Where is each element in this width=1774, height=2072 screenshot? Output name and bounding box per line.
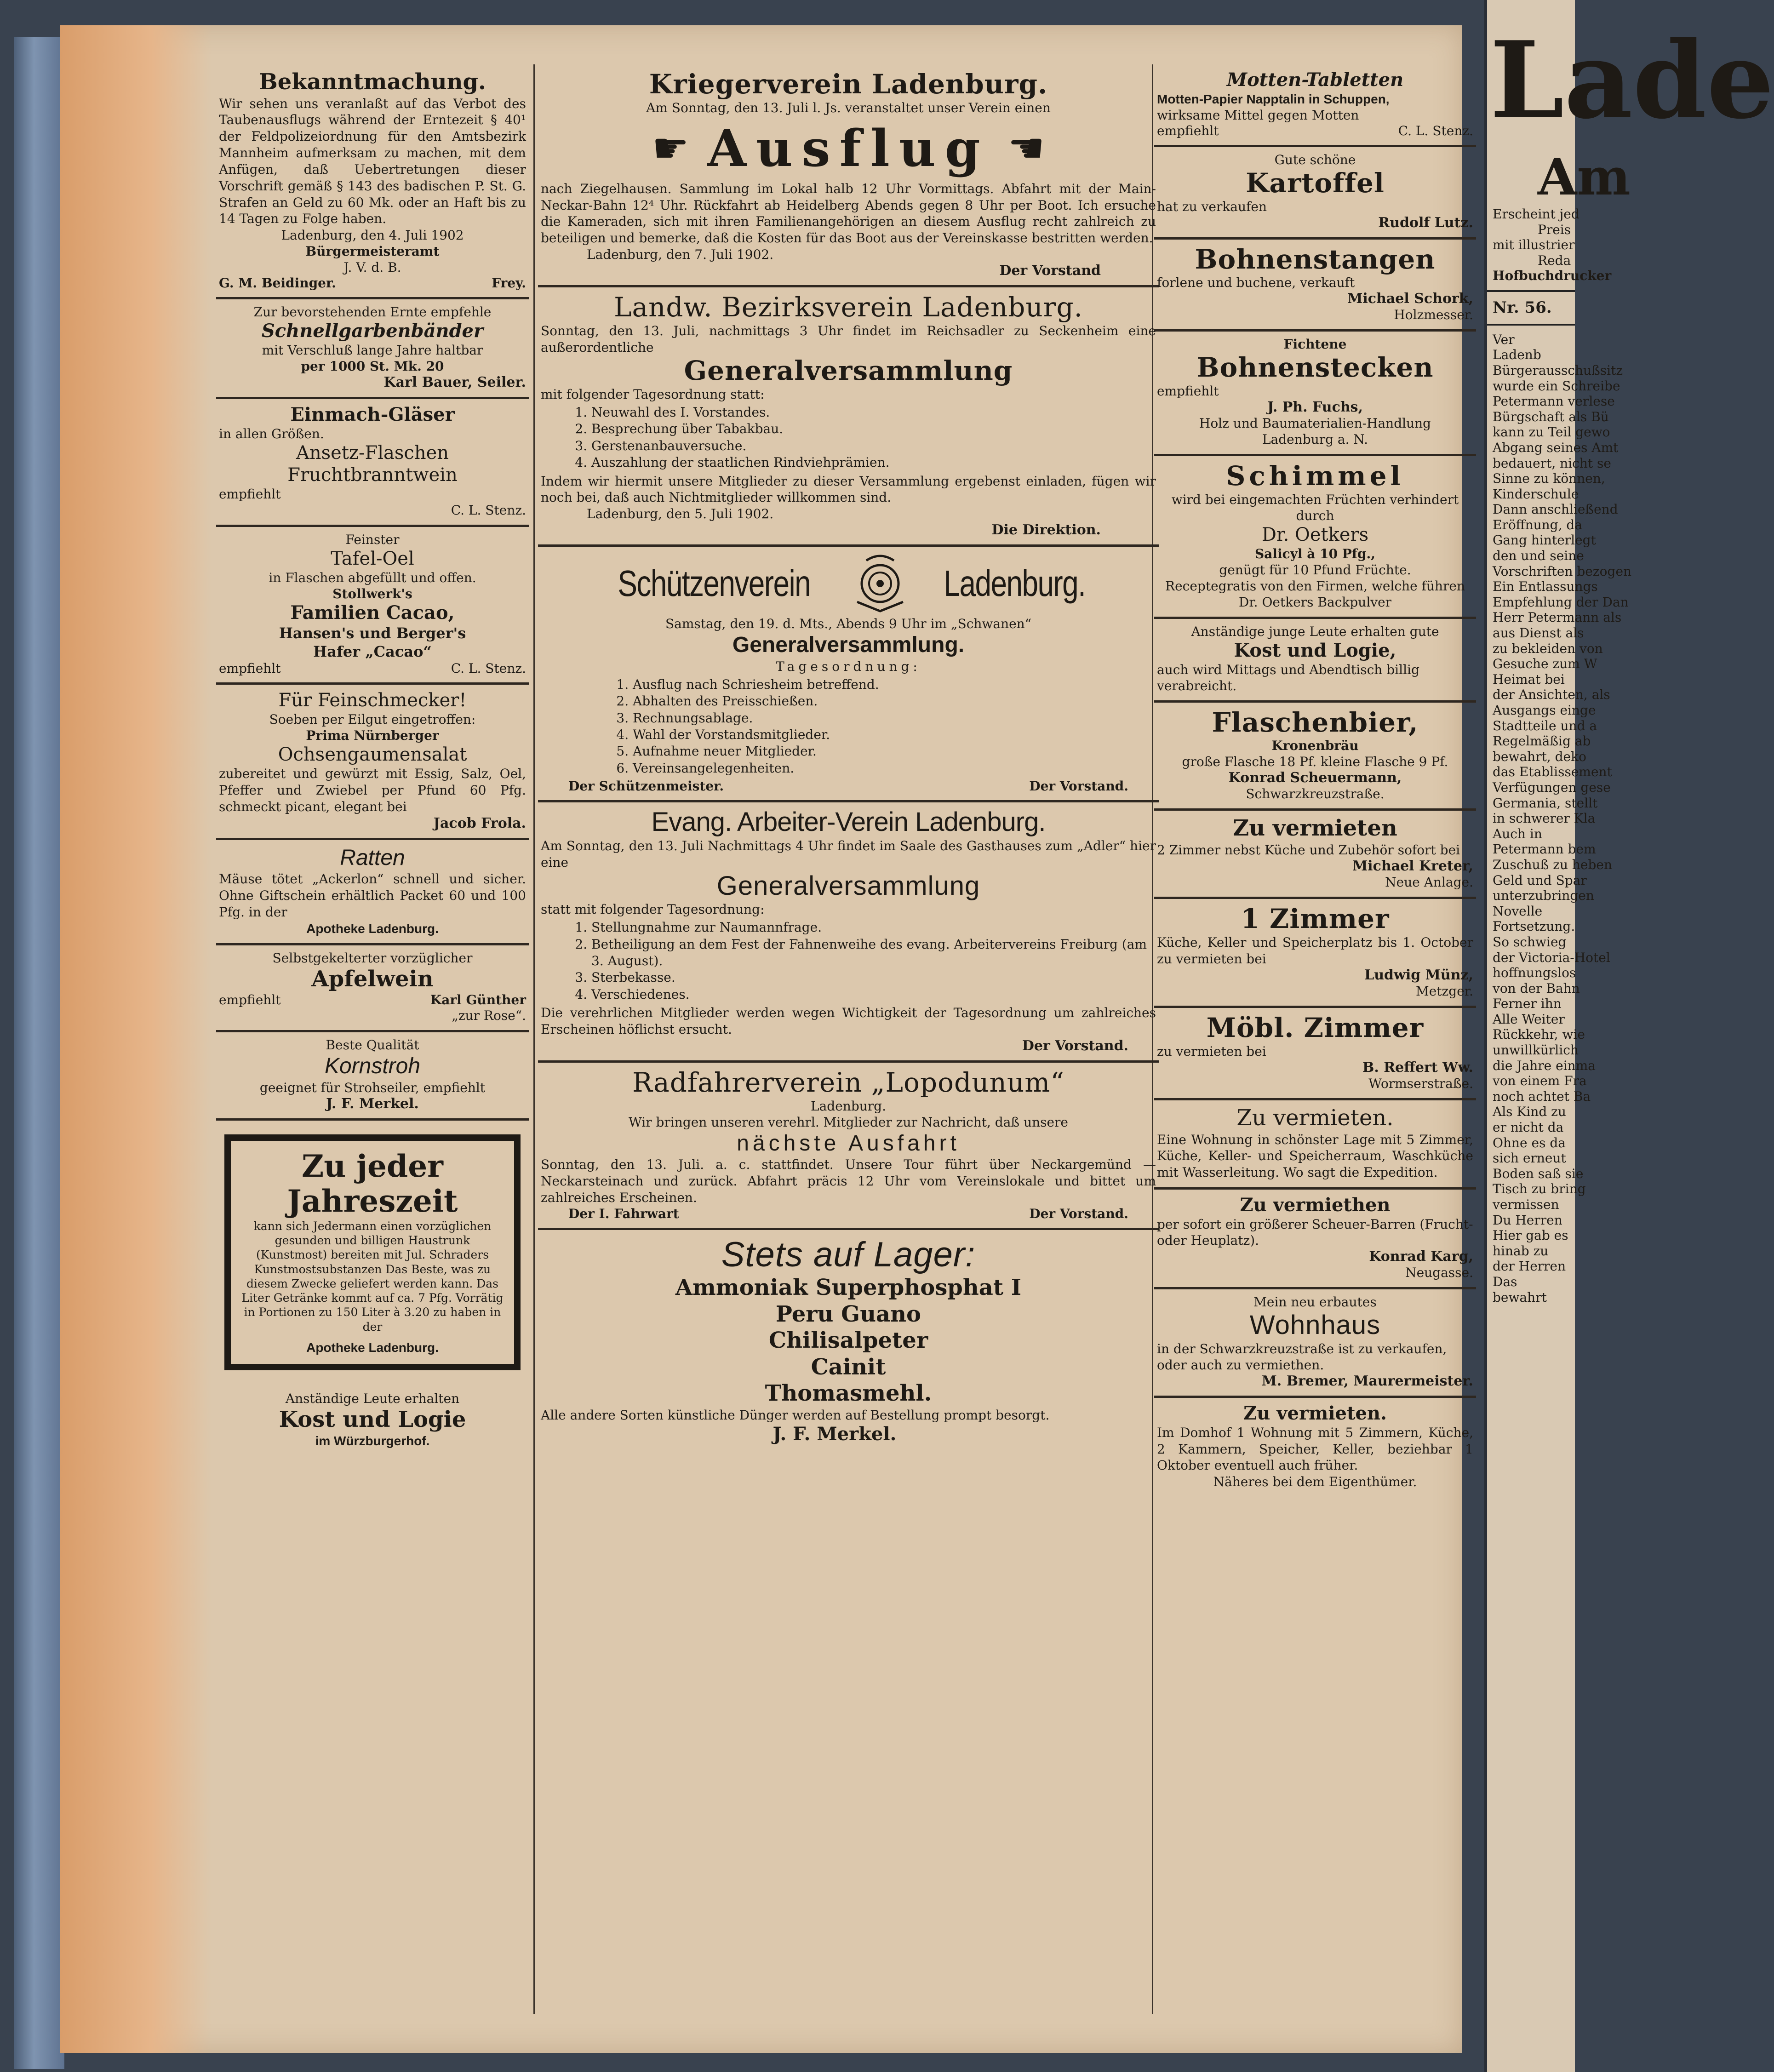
next-page-fragment-line: hoffnungslos [1493,965,1576,981]
next-page-fragment-line: Als Kind zu [1493,1104,1566,1120]
next-page-fragment-line: den und seine [1493,548,1584,564]
ausflug-row [541,119,1156,178]
next-page-fragment-line: Bürgerausschußsitz [1493,362,1623,378]
lager-item: Cainit [811,1354,886,1380]
agenda-item: 5. Aufnahme neuer Mitglieder. [633,743,1156,760]
ad-signature-sub: Neue Anlage. [1385,875,1473,890]
ad-intro: Anständige Leute erhalten [285,1391,460,1406]
next-page-rule [1487,324,1575,326]
ad-signature-sub: Wormserstraße. [1368,1076,1473,1092]
ad-label: empfiehlt [1157,383,1219,399]
ad-kostlogie [216,1386,529,1456]
next-page-fragment-line: unterzubringen [1493,888,1594,904]
ad-date: Ladenburg, den 5. Juli 1902. [587,506,774,522]
ad-title: Kost und Logie [279,1406,466,1432]
ad-label: empfiehlt [219,487,281,502]
ad-moebl [1154,1008,1476,1100]
next-page-fragment-line: Sinne zu können, [1493,471,1605,487]
ad-kost [1154,619,1476,703]
next-page-fragment-line: zu bekleiden von [1493,641,1603,656]
ad-signature-sub: „zur Rose“. [452,1008,526,1024]
ad-vermiethen [1154,1190,1476,1289]
ad-title: Schimmel [1226,460,1404,492]
ad-line: Salicyl à 10 Pfg., [1254,546,1376,561]
next-page-fragment-line: Ferner ihn [1493,996,1562,1012]
ad-title-row [541,551,1156,616]
next-page-fragment-line: Ein Entlassungs [1493,579,1598,595]
ad-signature: C. L. Stenz. [1398,123,1473,138]
next-page-fragment-line: unwillkürlich [1493,1042,1579,1058]
ad-line: auch wird Mittags und Abendtisch billig verabreicht. [1157,662,1419,693]
ad-sub: in allen Größen. [219,426,324,442]
next-page-fragment [1484,0,1774,2072]
ad-kornstroh [216,1032,529,1121]
next-page-fragment-line: der Herren [1493,1259,1566,1274]
ad-title: Kriegerverein Ladenburg. [649,69,1048,100]
ad-line: Am Sonntag, den 13. Juli Nachmittags 4 Uhr findet im Saale des Gasthauses zum „Adler“ hier eine [541,838,1156,870]
ad-title: Kornstroh [324,1054,421,1079]
next-page-fragment-line: Auch in [1493,826,1542,841]
ad-title: Zu vermieten. [1243,1402,1387,1424]
ad-headline: nächste Ausfahrt [737,1131,960,1156]
next-page-fragment-line: Stadtteile und a [1493,718,1597,733]
ad-bohnenstecken [1154,332,1476,456]
next-page-fragment-line: Ohne es da [1493,1135,1566,1150]
ad-line: Dr. Oetkers [1261,524,1369,545]
ad-signature: C. L. Stenz. [451,661,526,676]
ad-signature: Der Vorstand [999,263,1101,279]
agenda-item: 3. Gerstenanbauversuche. [591,438,1156,454]
ad-line: Näheres bei dem Eigenthümer. [1213,1474,1417,1490]
next-page-fragment-line: sich erneut [1493,1150,1566,1166]
next-page-fragment-line: Empfehlung der Dan [1493,594,1629,610]
ad-wohnhaus [1154,1289,1476,1398]
ad-sub: Ladenburg. [811,1098,886,1114]
ad-line: zu vermieten bei [1157,1044,1266,1059]
target-emblem-icon [848,551,912,616]
ad-title-left: Schützenverein [618,563,810,604]
next-page-fragment-line: wurde ein Schreibe [1493,378,1620,394]
signature-left: Der I. Fahrwart [568,1206,679,1221]
next-page-line: Reda [1538,252,1571,268]
ad-title: Kartoffel [1246,167,1385,199]
ad-title: Stets auf Lager: [721,1235,976,1274]
next-page-fragment-line: er nicht da [1493,1120,1564,1135]
ad-office: Bürgermeisteramt [305,244,440,259]
ad-landw [538,287,1159,547]
next-page-fragment-line: das Etablissement [1493,764,1612,780]
agenda-item: 4. Wahl der Vorstandsmitglieder. [633,727,1156,743]
ad-kartoffel [1154,147,1476,240]
ad-signatures [541,778,1156,794]
next-page-fragment-line: Boden saß sie [1493,1166,1584,1181]
ad-body: in der Schwarzkreuzstraße ist zu verkaufen, oder auch zu vermiethen. [1157,1341,1447,1373]
ad-body: per sofort ein größerer Scheuer-Barren (Frucht- oder Heuplatz). [1157,1217,1473,1248]
next-page-fragment-line: Zuschuß zu heben [1493,857,1613,872]
ad-signatures [1157,123,1473,138]
ad-jahreszeit [216,1121,529,1386]
ad-zimmer [1154,899,1476,1008]
ad-vermieten-2 [1154,1100,1476,1190]
ad-signature: Michael Schork, [1347,291,1473,307]
ad-box [224,1134,521,1370]
agenda-item: 1. Neuwahl des I. Vorstandes. [591,404,1156,421]
lager-item: Thomasmehl. [765,1380,932,1407]
ad-line: hat zu verkaufen [1157,199,1267,214]
next-page-fragment-line: noch achtet Ba [1493,1088,1591,1104]
next-page-issue: Nr. 56. [1493,298,1552,317]
ad-einmach [216,399,529,527]
page-edge-stain [60,25,212,2053]
next-page-fragment-line: bewahrt, deko [1493,749,1586,764]
column-middle [538,64,1159,1452]
next-page-fragment-line: vermissen [1493,1197,1559,1213]
ad-line: Familien Cacao, [290,602,455,624]
ad-line: Soeben per Eilgut eingetroffen: [269,712,476,727]
ad-intro: Anständige junge Leute erhalten gute [1191,624,1439,639]
next-page-fragment-line: Du Herren [1493,1212,1562,1228]
ad-sub: im Würzburgerhof. [315,1434,430,1448]
ad-signature: Apotheke Ladenburg. [306,921,439,936]
ad-line: Wir bringen unseren verehrl. Mitglieder zur Nachricht, daß unsere [629,1114,1068,1130]
agenda-list [591,404,1156,471]
ad-date: Ladenburg, den 4. Juli 1902 [281,228,464,243]
ad-tafeloel [216,527,529,685]
pointing-hand-icon: ☛ [652,124,689,172]
agenda-item: 6. Vereinsangelegenheiten. [633,760,1156,777]
next-page-fragment-line: Germania, stellt [1493,795,1598,811]
ad-intro: Fichtene [1283,337,1347,352]
ad-line: Ochsengaumensalat [278,744,467,766]
ad-headline: Generalversammlung [716,870,980,901]
ad-date: Ladenburg, den 7. Juli 1902. [587,247,774,262]
next-page-fragment-line: kann zu Teil gewo [1493,424,1610,440]
ad-title: Zu vermieten [1233,815,1397,841]
ad-line: Ansetz-Flaschen [296,442,449,464]
agenda-list [591,919,1156,1003]
ad-label: Tagesordnung: [776,658,921,674]
ad-signatures [219,992,526,1007]
agenda-item: 3. Rechnungsablage. [633,710,1156,727]
agenda-item: 2. Betheiligung an dem Fest der Fahnenweihe des evang. Arbeitervereins Freiburg (am 3. August). [591,936,1156,970]
ad-body: Wir sehen uns veranlaßt auf das Verbot des Taubenausflugs während der Erntezeit § 40¹ der Feldpolizeiordnung für den Amtsbezirk Mannheim aufmerksam zu machen, mit dem Anfügen, daß Uebertretungen dieser Vorschrift gemäß § 143 des badischen P. St. G. Strafen an Geld zu 60 Mk. oder an Haft bis zu 14 Tagen zu Folge haben. [219,96,526,227]
next-page-fragment-line: Heimat bei [1493,671,1565,687]
ad-line: statt mit folgender Tagesordnung: [541,902,765,917]
next-page-fragment-line: Regelmäßig ab [1493,733,1591,749]
column-right [1154,64,1476,1496]
ad-title-right: Ladenburg. [944,563,1086,604]
ad-line: Holz und Baumaterialien-Handlung [1199,416,1431,431]
ad-title: Jahreszeit [287,1183,458,1219]
ad-vermieten-1 [1154,811,1476,899]
ad-signature: Konrad Scheuermann, [1228,770,1402,786]
next-page-fragment-line: von einem Fra [1493,1073,1587,1089]
ad-signature: J. F. Merkel. [773,1423,897,1445]
ad-body: Alle andere Sorten künstliche Dünger werden auf Bestellung prompt besorgt. [541,1407,1050,1423]
ad-title: Zu vermiethen [1240,1194,1391,1216]
next-page-fragment-line: So schwieg [1493,934,1567,950]
agenda-item: 3. Sterbekasse. [591,969,1156,986]
ad-body: kann sich Jedermann einen vorzüglichen gesunden und billigen Haustrunk (Kunstmost) bereiten mit Jul. Schraders Kunstmostsubstanzen Das Beste, was zu diesem Zwecke geliefert werden kann. Das Liter Getränke kommt auf ca. 7 Pfg. Vorrätig in Portionen zu 150 Liter à 3.20 zu haben in der [241,1219,504,1334]
next-page-fragment-line: bedauert, nicht se [1493,455,1611,471]
ad-line: Stollwerk's [332,586,412,602]
next-page-fragment-line: die Jahre einma [1493,1058,1596,1073]
next-page-fragment-line: Bürgschaft als Bü [1493,409,1609,424]
ad-line: wirksame Mittel gegen Motten [1157,108,1359,123]
ad-radfahrer [538,1063,1159,1230]
ad-line: mit folgender Tagesordnung statt: [541,387,765,402]
ad-body: Sonntag, den 13. Juli. a. c. stattfindet. Unsere Tour führt über Neckargemünd — Neckarsteinach und zurück. Abfahrt präcis 12 Uhr vom Vereinslokale und bittet um zahlreiches Erscheinen. [541,1157,1156,1205]
ad-signature: J. F. Merkel. [326,1095,419,1112]
ad-body: Indem wir hiermit unsere Mitglieder zu dieser Versammlung ergebenst einladen, fügen wir noch bei, daß auch Nichtmitglieder willkommen sind. [541,473,1156,505]
ad-title: Kost und Logie, [1234,639,1396,661]
next-page-fragment-line: Geld und Spar [1493,872,1587,888]
next-page-fragment-line: Novelle [1493,903,1543,919]
ad-line: Hansen's und Berger's [279,624,466,642]
signature-right: Der Vorstand. [1029,1206,1128,1221]
book-binding [14,37,64,2069]
ad-line: Prima Nürnberger [306,728,439,744]
ad-signature-sub: Schwarzkreuzstraße. [1246,786,1385,802]
ad-title: Schnellgarbenbänder [261,320,484,342]
ad-line: große Flasche 18 Pf. kleine Flasche 9 Pf. [1182,754,1448,770]
ad-body: Küche, Keller und Speicherplatz bis 1. October zu vermieten bei [1157,934,1473,967]
ad-signature: Ludwig Münz, [1364,967,1473,984]
next-page-fragment-line: der Victoria-Hotel [1493,950,1610,965]
ad-signature: Konrad Karg, [1369,1248,1473,1265]
ad-line: in Flaschen abgefüllt und offen. [269,570,476,586]
ad-vermieten-3 [1154,1398,1476,1496]
ad-line: Samstag, den 19. d. Mts., Abends 9 Uhr im „Schwanen“ [665,616,1032,632]
next-page-fragment-line: in schwerer Kla [1493,811,1596,826]
ad-line: geeignet für Strohseiler, empfiehlt [259,1080,486,1095]
signature-right: Frey. [492,275,526,291]
ad-bohnenstangen [1154,240,1476,332]
next-page-fragment-line: Tisch zu bring [1493,1181,1586,1197]
ad-title: Zu vermieten. [1236,1105,1394,1131]
next-page-fragment-line: Petermann verlese [1493,394,1615,409]
ad-body: 2 Zimmer nebst Küche und Zubehör sofort bei [1157,842,1460,858]
ad-line: mit Verschluß lange Jahre haltbar [262,343,483,358]
ad-title: Radfahrerverein „Lopodunum“ [632,1066,1064,1098]
ad-title: Wohnhaus [1249,1310,1381,1340]
ad-schuetzen [538,547,1159,802]
agenda-item: 4. Verschiedenes. [591,986,1156,1003]
ad-title: Möbl. Zimmer [1206,1012,1424,1044]
next-page-fragment-line: Hier gab es [1493,1228,1568,1243]
pointing-hand-icon: ☚ [1007,124,1045,172]
ad-signatures [219,661,526,676]
ad-label: empfiehlt [1157,123,1219,138]
ad-signature: Karl Günther [430,992,526,1008]
ad-intro: Gute schöne [1274,152,1356,167]
ad-intro: Zur bevorstehenden Ernte empfehle [253,304,492,320]
ad-intro: Beste Qualität [326,1037,419,1053]
ad-label: empfiehlt [219,992,281,1008]
ad-intro: Feinster [345,532,400,548]
ad-signature: Rudolf Lutz. [1378,214,1473,231]
lager-item: Ammoniak Superphosphat I [675,1274,1022,1300]
next-page-fragment-line: Herr Petermann als [1493,610,1622,625]
ad-signature: J. Ph. Fuchs, [1267,399,1363,416]
next-page-title: Lade [1490,18,1774,143]
ad-sub: Kronenbräu [1271,738,1359,754]
column-divider [533,64,535,2014]
ad-signature: C. L. Stenz. [451,503,526,518]
next-page-fragment-line: Das [1493,1274,1517,1289]
next-page-line: Erscheint jed [1493,206,1579,222]
next-page-line: Preis [1538,222,1571,237]
next-page-fragment-line: Gang hinterlegt [1493,532,1596,548]
ad-feinschmecker [216,685,529,840]
next-page-rule [1487,290,1575,292]
ad-signatures [219,275,526,291]
ad-title: Bohnenstecken [1196,352,1434,383]
next-page-fragment-line: aus Dienst als [1493,625,1584,641]
ad-bekanntmachung [216,64,529,299]
ad-abbr: J. V. d. B. [343,260,401,275]
ad-title: Einmach-Gläser [290,404,455,426]
lager-item: Peru Guano [775,1301,921,1327]
ad-motten [1154,64,1476,147]
ad-headline: Ausflug [707,118,990,178]
ad-title: Tafel-Oel [331,548,414,570]
lager-item: Chilisalpeter [768,1328,928,1354]
ad-line: Am Sonntag, den 13. Juli l. Js. veranstaltet unser Verein einen [646,100,1051,115]
next-page-line: mit illustrier [1493,237,1575,253]
agenda-item: 1. Stellungnahme zur Naumannfrage. [591,919,1156,936]
next-page-fragment-line: Petermann bem [1493,841,1596,857]
ad-line: genügt für 10 Pfund Früchte. [1219,562,1411,578]
ad-schimmel [1154,456,1476,619]
ad-body: Die verehrlichen Mitglieder werden wegen Wichtigkeit der Tagesordnung um zahlreiches Erscheinen höflichst ersucht. [541,1005,1156,1037]
agenda-list [633,676,1156,777]
ad-apfelwein [216,945,529,1033]
agenda-item: 1. Ausflug nach Schriesheim betreffend. [633,676,1156,693]
next-page-fragment-line: Kinderschule [1493,486,1579,502]
next-page-fragment-line: Dann anschließend [1493,502,1618,517]
ad-body: Eine Wohnung in schönster Lage mit 5 Zimmer, Küche, Keller- und Speicherraum, Waschküche mit Wasserleitung. Wo sagt die Expedition. [1157,1132,1473,1180]
next-page-fragment-line: Eröffnung, da [1493,517,1583,532]
ad-ratten [216,840,529,945]
ad-lager [538,1230,1159,1452]
ad-headline: Generalversammlung. [732,633,965,658]
column-left [216,64,529,1455]
ad-signature: M. Bremer, Maurermeister. [1261,1373,1473,1389]
ad-title: Motten-Tabletten [1226,69,1404,91]
ad-signature-sub: Neugasse. [1405,1265,1473,1281]
ad-body: zubereitet und gewürzt mit Essig, Salz, Oel, Pfeffer und Zwiebel per Pfund 60 Pfg. schmeckt picant, elegant bei [219,766,526,814]
ad-signature: B. Reffert Ww. [1362,1059,1473,1076]
next-page-fragment-line: bewahrt [1493,1289,1547,1305]
signature-right: Der Vorstand. [1029,778,1128,794]
ad-title: 1 Zimmer [1241,903,1390,935]
ad-signature: Karl Bauer, Seiler. [383,374,526,391]
next-page-fragment-line: Rückkehr, wie [1493,1027,1585,1042]
ad-line: Sonntag, den 13. Juli, nachmittags 3 Uhr findet im Reichsadler zu Seckenheim eine außerordentliche [541,323,1156,355]
ad-line: Hafer „Cacao“ [313,643,432,661]
ad-line: Ladenburg a. N. [1262,432,1368,447]
next-page-fragment-line: Verfügungen gese [1493,779,1611,795]
ad-title: Ratten [340,845,405,870]
ad-signature: Apotheke Ladenburg. [306,1340,439,1355]
ad-line: forlene und buchene, verkauft [1157,275,1355,291]
ad-evang [538,802,1159,1063]
ad-body: Im Domhof 1 Wohnung mit 5 Zimmern, Küche, 2 Kammern, Speicher, Keller, beziehbar 1 Oktober eventuell auch früher. [1157,1425,1473,1473]
next-page-text-lines [1487,332,1632,1305]
next-page-fragment-line: Ver [1493,332,1515,347]
ad-line: wird bei eingemachten Früchten verhindert durch [1171,492,1459,523]
ad-line: Motten-Papier Napptalin in Schuppen, [1157,92,1390,106]
ad-signature: Der Vorstand. [1022,1037,1128,1054]
agenda-item: 2. Abhalten des Preisschießen. [633,693,1156,710]
next-page-fragment-line: Fortsetzung. [1493,919,1575,934]
ad-headline: Generalversammlung [684,355,1013,387]
next-page-fragment-line: Alle Weiter [1493,1011,1565,1027]
ad-body: Mäuse tötet „Ackerlon“ schnell und sicher. Ohne Giftschein erhältlich Packet 60 und 100 Pfg. in der [219,871,526,920]
next-page-fragment-line: hinab zu [1493,1243,1549,1259]
ad-kriegerverein [538,64,1159,287]
ad-title: Landw. Bezirksverein Ladenburg. [613,292,1083,323]
ad-intro: Selbstgekelterter vorzüglicher [272,950,473,966]
next-page-fragment-line: Abgang seines Amt [1493,440,1619,455]
ad-title: Apfelwein [311,966,434,992]
ad-schnellgarben [216,299,529,399]
ad-label: empfiehlt [219,661,281,676]
ad-intro: Mein neu erbautes [1253,1294,1377,1310]
ad-title: Bohnenstangen [1195,243,1436,275]
ad-title: Für Feinschmecker! [278,690,467,711]
next-page-line: Hofbuchdrucker [1493,268,1612,284]
ad-signature: Michael Kreter, [1352,858,1473,875]
ad-flaschenbier [1154,703,1476,811]
ad-price: per 1000 St. Mk. 20 [301,359,444,374]
agenda-item: 2. Besprechung über Tabakbau. [591,421,1156,437]
next-page-fragment-line: Ausgangs einge [1493,703,1596,718]
ad-line: Receptegratis von den Firmen, welche führen Dr. Oetkers Backpulver [1165,578,1465,610]
ad-title: Evang. Arbeiter-Verein Ladenburg. [651,807,1046,837]
ad-signatures [541,1206,1156,1221]
ad-title: Flaschenbier, [1212,706,1419,738]
next-page-fragment-line: Gesuche zum W [1493,656,1597,672]
ad-signature: Die Direktion. [991,522,1101,538]
next-page-fragment-line: Ladenb [1493,347,1541,363]
next-page-subtitle: Am [1538,147,1631,206]
next-page-fragment-line: der Ansichten, als [1493,687,1610,703]
ad-title: Zu jeder [302,1148,443,1184]
ad-title: Bekanntmachung. [259,69,486,95]
ad-signature-sub: Metzger. [1416,984,1473,999]
ad-line: Fruchtbranntwein [287,464,458,486]
agenda-item: 4. Auszahlung der staatlichen Rindviehprämien. [591,454,1156,471]
ad-signature-sub: Holzmesser. [1394,307,1473,323]
signature-left: G. M. Beidinger. [219,275,336,291]
next-page-fragment-line: Vorschriften bezogen [1493,563,1632,579]
ad-signature: Jacob Frola. [433,815,526,831]
signature-left: Der Schützenmeister. [568,778,724,794]
next-page-fragment-line: von der Bahn [1493,980,1580,996]
ad-body: nach Ziegelhausen. Sammlung im Lokal halb 12 Uhr Vormittags. Abfahrt mit der Main-Neckar-Bahn 12⁴ Uhr. Rückfahrt ab Heidelberg Abends gegen 8 Uhr per Boot. Ich ersuche die Kameraden, sich mit ihren Familienangehörigen an diesem Ausflug recht zahlreich zu beteiligen und bemerke, daß die Kosten für das Boot aus der Vereinskasse bestritten werden. [541,181,1156,246]
